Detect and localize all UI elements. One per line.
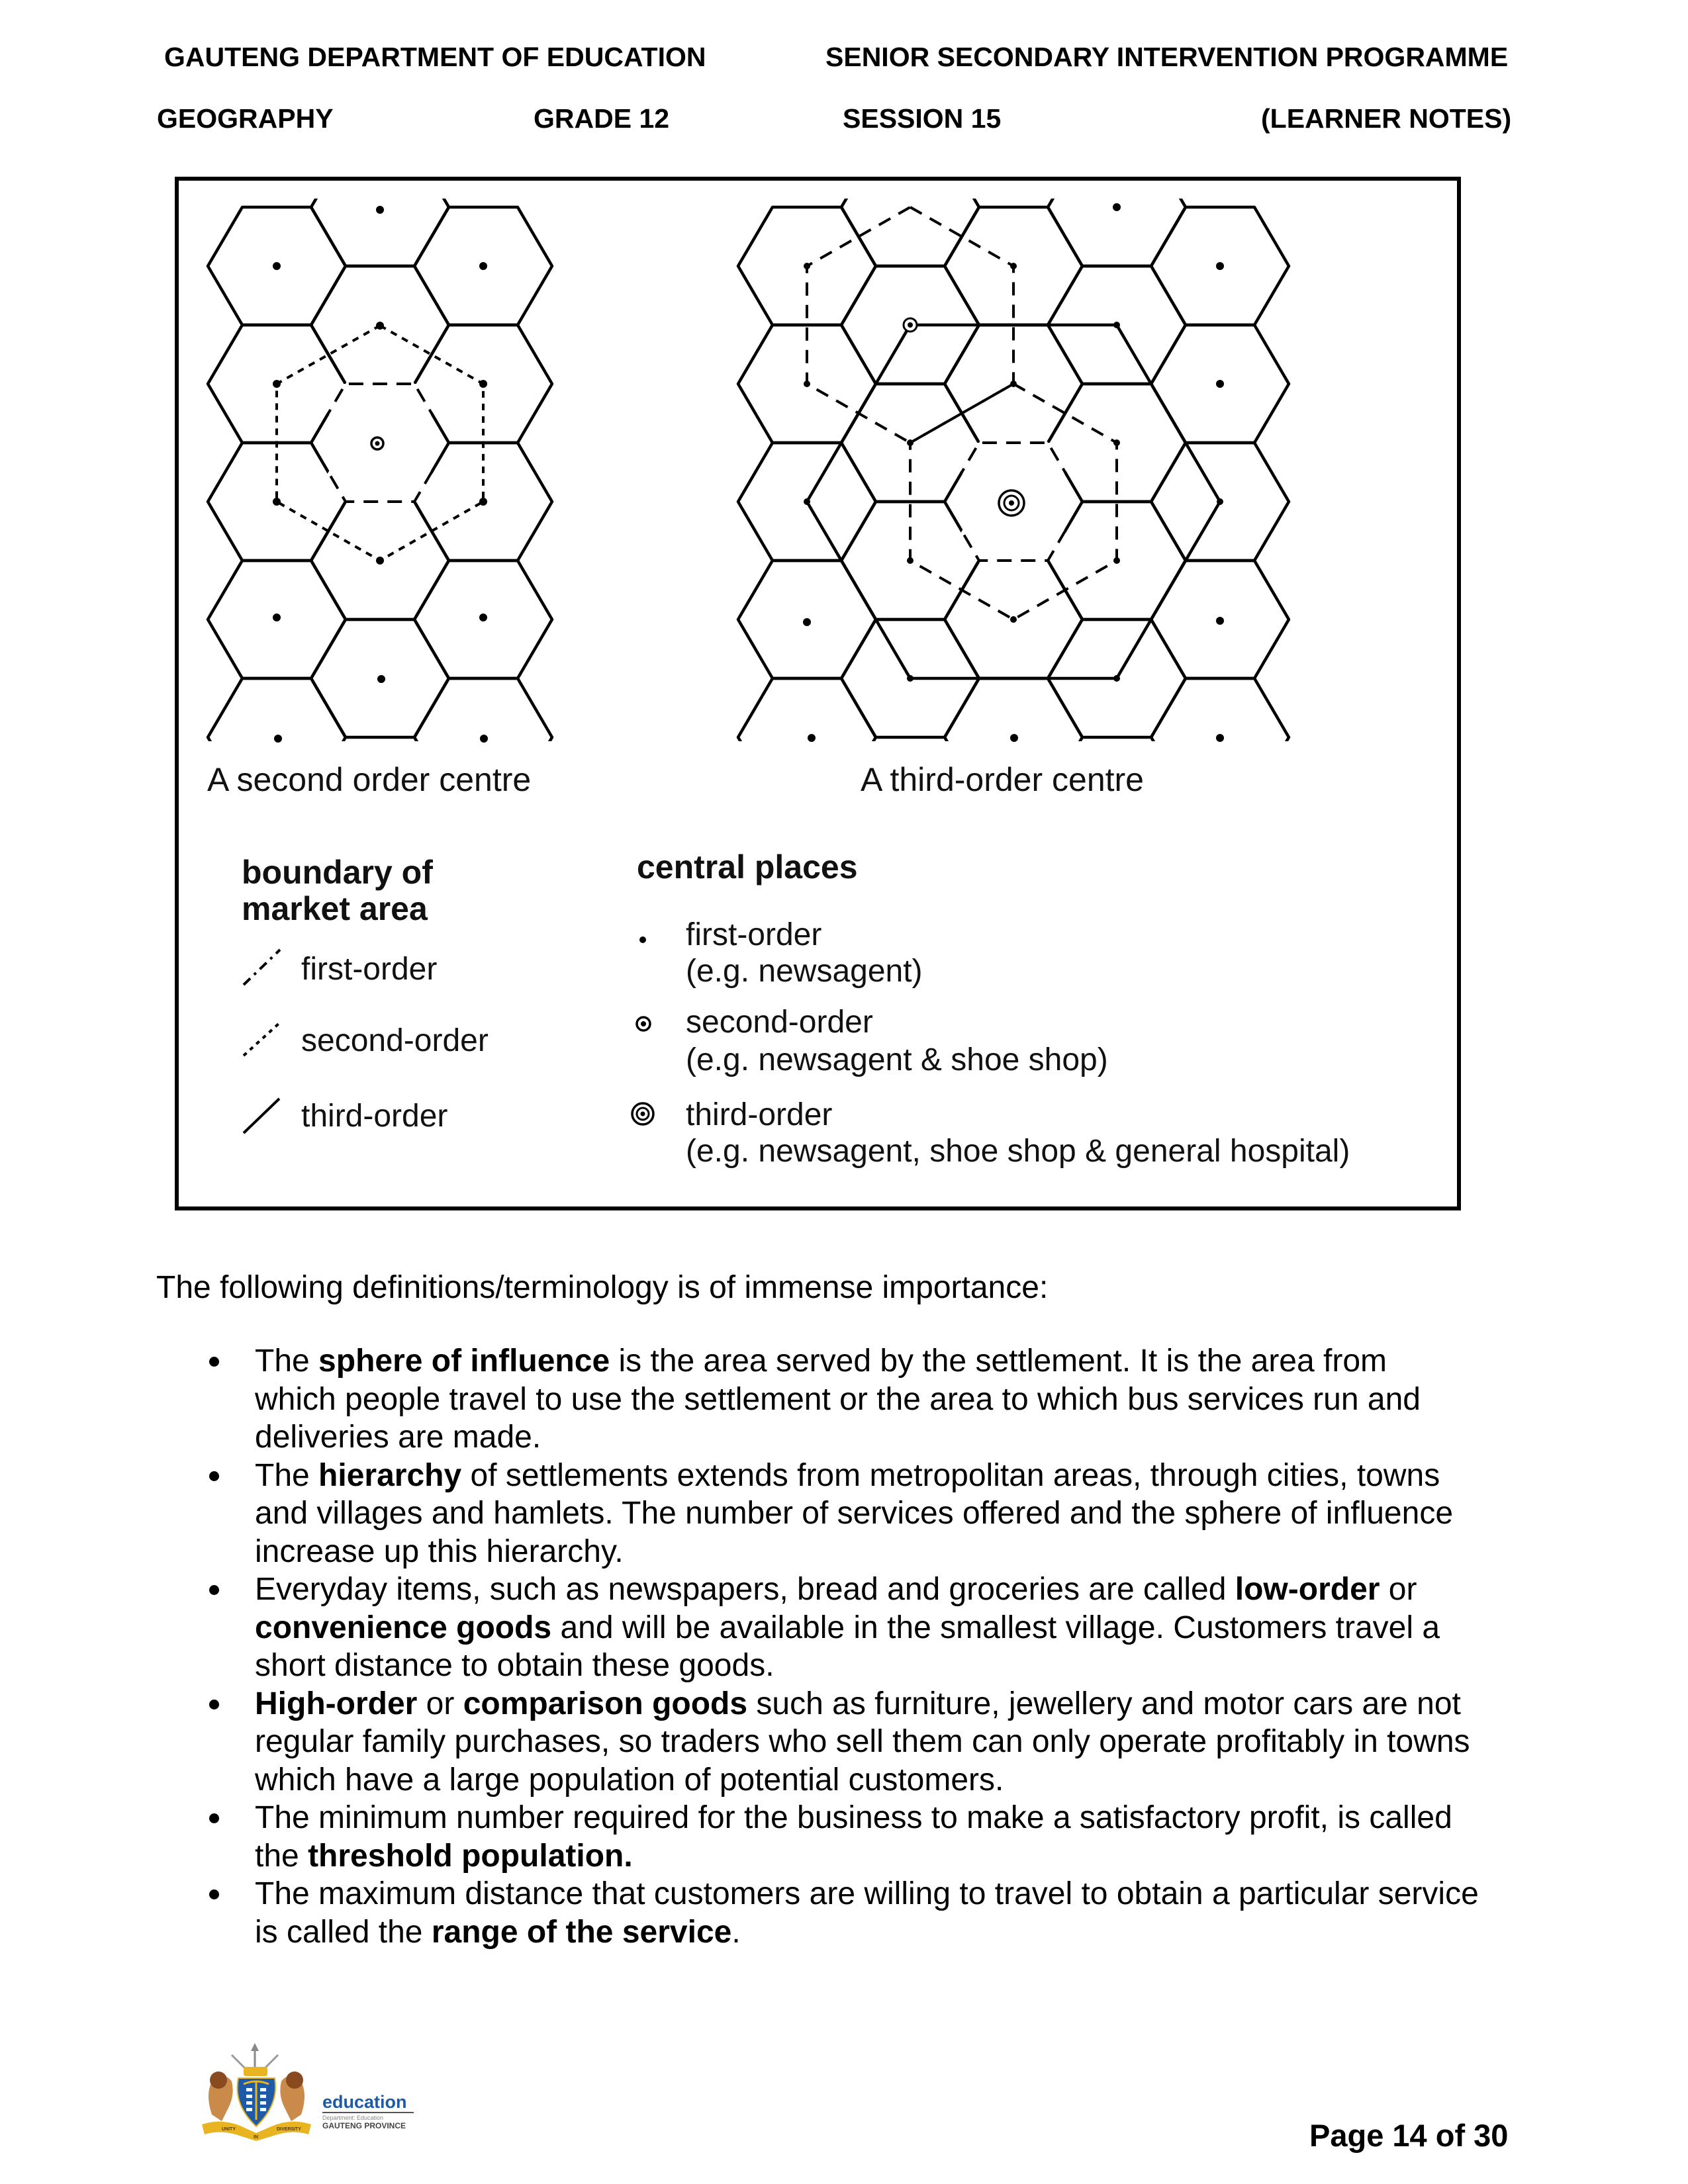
- bullet-icon: [209, 1471, 219, 1481]
- svg-text:IN: IN: [254, 2135, 258, 2140]
- legend-boundary-title-2: market area: [242, 890, 428, 927]
- header-org: GAUTENG DEPARTMENT OF EDUCATION: [164, 42, 706, 72]
- legend-place-first: first-order: [686, 917, 822, 952]
- text: which people travel to use the settlement or the area to which bus services run and: [255, 1381, 1421, 1417]
- term-hierarchy: hierarchy: [318, 1457, 462, 1493]
- legend-boundary-second: second-order: [301, 1023, 489, 1058]
- text: such as furniture, jewellery and motor cars are not: [747, 1686, 1461, 1721]
- second-order-centre-icon: [371, 437, 383, 449]
- definition-threshold-population: [156, 1799, 1533, 1875]
- second-order-place-icon: [637, 1017, 650, 1030]
- legend-boundary-third: third-order: [301, 1099, 448, 1134]
- caption-second-order: A second order centre: [207, 761, 532, 798]
- text: deliveries are made.: [255, 1420, 541, 1455]
- term-threshold-population: threshold population.: [308, 1838, 633, 1874]
- text: The minimum number required for the business to make a satisfactory profit, is called: [255, 1800, 1452, 1835]
- third-order-boundary-icon: [244, 1099, 279, 1133]
- text: The maximum distance that customers are willing to travel to obtain a particular service: [255, 1876, 1479, 1911]
- definition-sphere-of-influence: [156, 1342, 1533, 1457]
- bullet-icon: [209, 1585, 219, 1595]
- text: Everyday items, such as newspapers, bread and groceries are called: [255, 1572, 1235, 1607]
- svg-text:UNITY: UNITY: [222, 2127, 236, 2132]
- second-order-centre-icon-right: [904, 318, 917, 332]
- definitions-list: [156, 1342, 1533, 1951]
- svg-text:GAUTENG PROVINCE: GAUTENG PROVINCE: [322, 2121, 406, 2130]
- bullet-icon: [209, 1700, 219, 1709]
- text: is the area served by the settlement. It is the area from: [610, 1343, 1387, 1379]
- term-range-of-service: range of the service: [431, 1914, 732, 1950]
- text: The: [255, 1343, 319, 1379]
- legend-place-second: second-order: [686, 1005, 873, 1040]
- text: of settlements extends from metropolitan areas, through cities, towns: [461, 1457, 1440, 1493]
- text: The: [255, 1457, 319, 1493]
- legend-boundary-title-1: boundary of: [242, 854, 433, 891]
- text: and will be available in the smallest village. Customers travel a: [551, 1610, 1440, 1645]
- term-low-order: low-order: [1235, 1572, 1380, 1607]
- text: which have a large population of potential customers.: [255, 1762, 1004, 1797]
- text: the: [255, 1838, 308, 1874]
- third-order-centre-icon: [999, 490, 1024, 516]
- legend-place-third-example: (e.g. newsagent, shoe shop & general hospital): [686, 1134, 1350, 1169]
- header-notes-type: (LEARNER NOTES): [1261, 103, 1512, 134]
- definition-hierarchy: [156, 1457, 1533, 1571]
- text: short distance to obtain these goods.: [255, 1648, 774, 1683]
- logo-wordmark: education: [322, 2092, 407, 2112]
- definition-high-order-goods: [156, 1685, 1533, 1799]
- third-order-place-icon: [632, 1103, 653, 1124]
- header-grade: GRADE 12: [534, 103, 670, 134]
- svg-text:DIVERSITY: DIVERSITY: [277, 2127, 301, 2132]
- term-sphere-of-influence: sphere of influence: [318, 1343, 610, 1379]
- text: is called the: [255, 1914, 432, 1950]
- header-programme: SENIOR SECONDARY INTERVENTION PROGRAMME: [825, 42, 1509, 72]
- second-order-boundary-icon: [244, 1023, 280, 1056]
- legend-place-second-example: (e.g. newsagent & shoe shop): [686, 1042, 1108, 1077]
- bullet-icon: [209, 1813, 219, 1823]
- header-subject: GEOGRAPHY: [157, 103, 334, 134]
- page-number: Page 14 of 30: [1309, 2118, 1509, 2153]
- term-high-order: High-order: [255, 1686, 418, 1721]
- caption-third-order: A third-order centre: [861, 761, 1144, 798]
- text: .: [731, 1914, 741, 1950]
- first-order-place-icon: [639, 936, 646, 943]
- term-comparison-goods: comparison goods: [463, 1686, 748, 1721]
- text: or: [1380, 1572, 1417, 1607]
- text: and villages and hamlets. The number of services offered and the sphere of influence: [255, 1496, 1454, 1531]
- text: or: [417, 1686, 463, 1721]
- text: increase up this hierarchy.: [255, 1533, 624, 1569]
- legend-place-first-example: (e.g. newsagent): [686, 954, 923, 989]
- definition-range-of-service: [156, 1875, 1533, 1951]
- legend-place-third: third-order: [686, 1097, 833, 1132]
- bullet-icon: [209, 1889, 219, 1899]
- intro-paragraph: The following definitions/terminology is of immense importance:: [156, 1270, 1049, 1305]
- first-order-boundary-icon: [244, 950, 280, 985]
- text: regular family purchases, so traders who sell them can only operate profitably in towns: [255, 1724, 1470, 1759]
- gauteng-education-logo: [192, 2042, 427, 2141]
- header-session: SESSION 15: [843, 103, 1002, 134]
- bullet-icon: [209, 1357, 219, 1367]
- svg-text:Department: Education: Department: Education: [322, 2115, 384, 2121]
- legend-boundary-first: first-order: [301, 952, 438, 987]
- legend-places-title: central places: [637, 848, 858, 886]
- term-convenience-goods: convenience goods: [255, 1610, 552, 1645]
- definition-low-order-goods: [156, 1570, 1533, 1685]
